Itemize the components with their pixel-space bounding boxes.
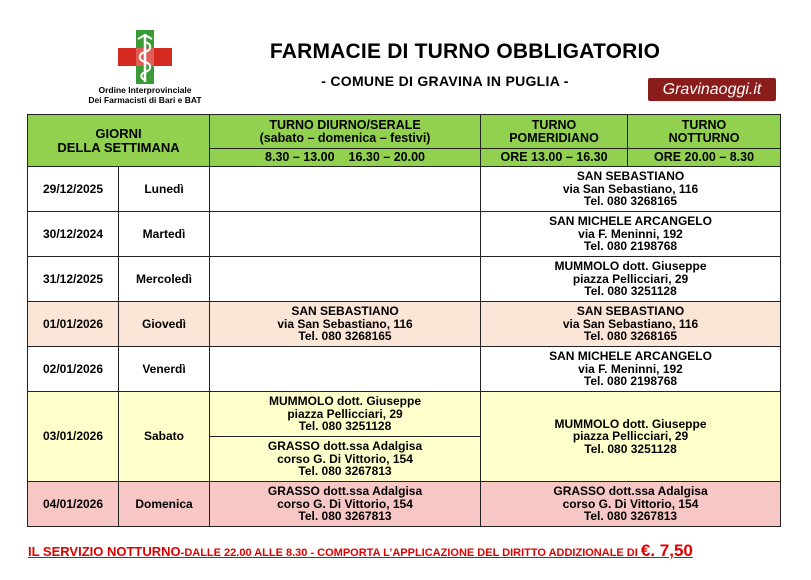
evening-pharmacy-address: via San Sebastiano, 116 <box>562 181 699 196</box>
row-date: 29/12/2025 <box>28 167 119 212</box>
evening-pharmacy-name: SAN MICHELE ARCANGELO <box>549 214 712 229</box>
diurno-header <box>210 115 481 149</box>
table-row <box>28 167 781 212</box>
evening-night-cell <box>481 347 781 392</box>
table-row <box>28 257 781 302</box>
table-row <box>28 347 781 392</box>
diurno-pharmacy-name: MUMMOLO dott. Giuseppe <box>269 394 422 409</box>
table-row <box>28 392 781 437</box>
evening-night-cell <box>481 302 781 347</box>
schedule-table <box>27 114 781 527</box>
pomeridiano-time: ORE 13.00 – 16.30 <box>481 149 628 167</box>
evening-pharmacy-address: piazza Pellicciari, 29 <box>572 429 689 444</box>
row-day: Martedì <box>119 212 210 257</box>
row-day: Lunedì <box>119 167 210 212</box>
diurno-pharmacy-name: GRASSO dott.ssa Adalgisa <box>267 439 423 454</box>
night-service-notice <box>28 541 788 561</box>
org-line-1: Ordine Interprovinciale <box>98 85 192 95</box>
notturno-header <box>628 115 781 149</box>
diurno-pharmacy-phone: Tel. 080 3267813 <box>298 464 392 479</box>
row-day: Giovedì <box>119 302 210 347</box>
diurno-pharmacy-address: via San Sebastiano, 116 <box>277 316 413 331</box>
diurno-time <box>210 149 481 167</box>
table-row <box>28 302 781 347</box>
evening-night-cell <box>481 257 781 302</box>
evening-pharmacy-name: SAN SEBASTIANO <box>576 304 685 319</box>
evening-night-cell <box>481 212 781 257</box>
row-day: Domenica <box>119 482 210 527</box>
diurno-cell <box>210 482 481 527</box>
evening-pharmacy-phone: Tel. 080 3251128 <box>584 284 677 299</box>
row-day: Mercoledì <box>119 257 210 302</box>
diurno-cell <box>210 167 481 212</box>
evening-pharmacy-address: corso G. Di Vittorio, 154 <box>562 496 699 511</box>
evening-pharmacy-phone: Tel. 080 3267813 <box>583 509 678 524</box>
diurno-cell <box>210 347 481 392</box>
notturno-header-line-2: NOTTURNO <box>668 130 740 145</box>
org-line-2: Dei Farmacisti di Bari e BAT <box>88 95 202 105</box>
evening-pharmacy-phone: Tel. 080 2198768 <box>583 239 678 254</box>
evening-night-cell <box>481 167 781 212</box>
diurno-header-line-1: TURNO DIURNO/SERALE <box>269 118 421 132</box>
diurno-pharmacy-phone: Tel. 080 3268165 <box>298 329 392 344</box>
pomeridiano-header-line-1: TURNO <box>531 118 577 132</box>
diurno-pharmacy-address: corso G. Di Vittorio, 154 <box>277 451 413 466</box>
notice-part-2: -DALLE 22.00 ALLE 8.30 - COMPORTA L’APPLICAZIONE DEL DIRITTO ADDIZIONALE DI <box>180 547 641 559</box>
evening-pharmacy-address: via San Sebastiano, 116 <box>562 316 699 331</box>
evening-pharmacy-phone: Tel. 080 3251128 <box>584 441 677 456</box>
notturno-time: ORE 20.00 – 8.30 <box>628 149 781 167</box>
notturno-header-line-1: TURNO <box>681 118 727 132</box>
days-header-line-2: DELLA SETTIMANA <box>57 139 180 155</box>
pharmacy-logo <box>118 30 172 84</box>
evening-pharmacy-name: GRASSO dott.ssa Adalgisa <box>553 484 708 499</box>
diurno-cell <box>210 212 481 257</box>
evening-pharmacy-phone: Tel. 080 2198768 <box>583 374 678 389</box>
evening-pharmacy-address: via F. Meninni, 192 <box>578 226 683 241</box>
evening-pharmacy-phone: Tel. 080 3268165 <box>583 194 678 209</box>
row-day: Sabato <box>119 392 210 482</box>
pharmacy-cross-caduceus-icon <box>118 30 172 84</box>
notice-fee: €. 7,50 <box>640 541 693 560</box>
brand-badge: Gravinaoggi.it <box>648 78 776 101</box>
row-date: 03/01/2026 <box>28 392 119 482</box>
diurno-pharmacy-address: corso G. Di Vittorio, 154 <box>277 496 413 511</box>
row-date: 30/12/2024 <box>28 212 119 257</box>
row-date: 31/12/2025 <box>28 257 119 302</box>
pomeridiano-header <box>481 115 628 149</box>
org-caption <box>70 85 220 105</box>
diurno-pharmacy-phone: Tel. 080 3267813 <box>298 509 392 524</box>
evening-pharmacy-name: MUMMOLO dott. Giuseppe <box>554 416 707 431</box>
row-date: 04/01/2026 <box>28 482 119 527</box>
diurno-header-line-2: (sabato – domenica – festivi) <box>259 130 431 145</box>
pomeridiano-header-line-2: POMERIDIANO <box>509 130 599 145</box>
row-date: 01/01/2026 <box>28 302 119 347</box>
diurno-pharmacy-name: SAN SEBASTIANO <box>291 304 399 319</box>
evening-pharmacy-address: piazza Pellicciari, 29 <box>572 271 689 286</box>
notice-part-1: IL SERVIZIO NOTTURNO <box>28 544 181 559</box>
row-date: 02/01/2026 <box>28 347 119 392</box>
diurno-time-afternoon: 16.30 – 20.00 <box>348 150 425 165</box>
diurno-pharmacy-phone: Tel. 080 3251128 <box>298 419 392 434</box>
diurno-cell <box>210 257 481 302</box>
table-row <box>28 212 781 257</box>
evening-pharmacy-address: via F. Meninni, 192 <box>578 361 683 376</box>
evening-night-cell <box>481 392 781 482</box>
diurno-pharmacy-name: GRASSO dott.ssa Adalgisa <box>267 484 423 499</box>
evening-night-cell <box>481 482 781 527</box>
header-row <box>28 115 781 149</box>
evening-pharmacy-name: SAN SEBASTIANO <box>576 169 685 184</box>
row-day: Venerdì <box>119 347 210 392</box>
table-row <box>28 482 781 527</box>
page-title: FARMACIE DI TURNO OBBLIGATORIO <box>269 40 661 63</box>
diurno-cell-second <box>210 437 481 482</box>
diurno-cell <box>210 392 481 437</box>
evening-pharmacy-phone: Tel. 080 3268165 <box>583 329 678 344</box>
diurno-time-morning: 8.30 – 13.00 <box>265 150 335 165</box>
evening-pharmacy-name: SAN MICHELE ARCANGELO <box>549 349 712 364</box>
diurno-cell <box>210 302 481 347</box>
page-subtitle: - COMUNE DI GRAVINA IN PUGLIA - <box>321 73 569 89</box>
days-header <box>28 115 210 167</box>
days-header-line-1: GIORNI <box>95 125 142 141</box>
diurno-pharmacy-address: piazza Pellicciari, 29 <box>287 406 403 421</box>
evening-pharmacy-name: MUMMOLO dott. Giuseppe <box>554 259 707 274</box>
